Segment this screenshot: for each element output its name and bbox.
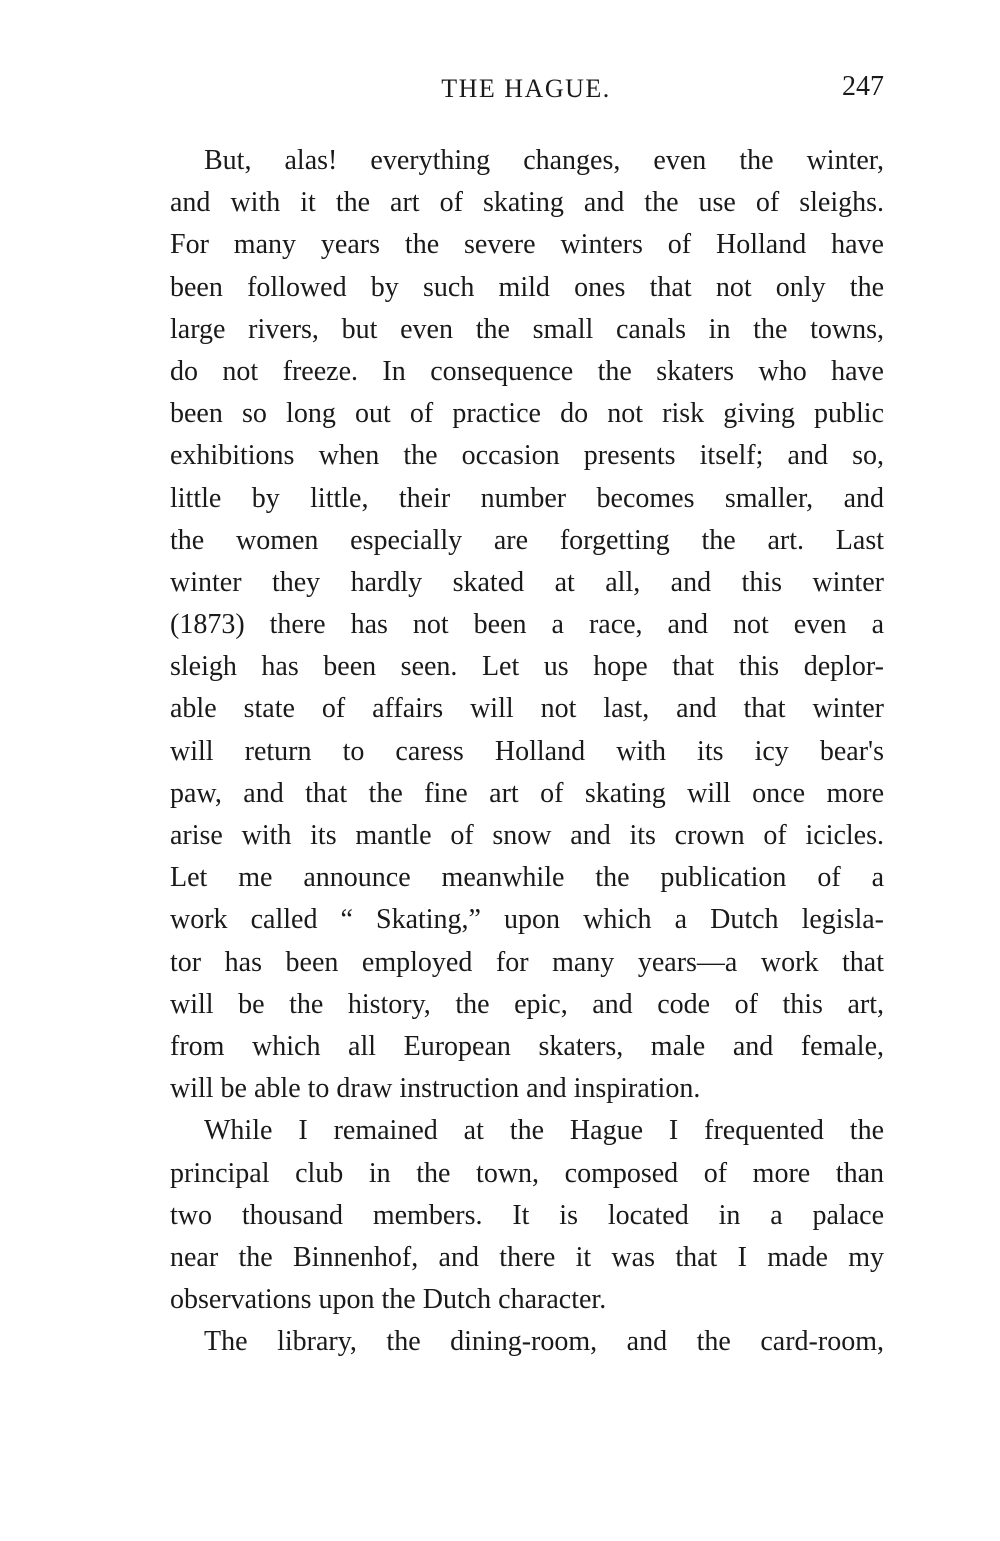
- text-line: paw, and that the fine art of skating will once more: [170, 777, 884, 809]
- text-line: will be the history, the epic, and code of this art,: [170, 988, 884, 1020]
- running-header-title: THE HAGUE.: [441, 74, 611, 103]
- text-line: near the Binnenhof, and there it was that I made my: [170, 1241, 884, 1273]
- text-line: will be able to draw instruction and inspiration.: [170, 1073, 701, 1105]
- text-line: The library, the dining-room, and the card-room,: [204, 1326, 884, 1358]
- text-line: exhibitions when the occasion presents itself; and so,: [170, 440, 884, 472]
- text-line: principal club in the town, composed of more than: [170, 1157, 884, 1189]
- text-line: arise with its mantle of snow and its crown of icicles.: [170, 820, 884, 851]
- page-number: 247: [842, 71, 884, 102]
- text-line: from which all European skaters, male and female,: [170, 1030, 884, 1062]
- text-line: been followed by such mild ones that not only the: [170, 271, 884, 303]
- text-line: large rivers, but even the small canals in the towns,: [170, 313, 884, 345]
- text-line: two thousand members. It is located in a palace: [170, 1199, 884, 1231]
- text-line: (1873) there has not been a race, and not even a: [170, 609, 884, 641]
- text-line: While I remained at the Hague I frequented the: [204, 1115, 884, 1147]
- text-line: work called “ Skating,” upon which a Dutch legisla-: [170, 904, 884, 936]
- text-line: sleigh has been seen. Let us hope that this deplor-: [170, 651, 884, 683]
- text-line: been so long out of practice do not risk giving public: [170, 398, 884, 430]
- text-line: But, alas! everything changes, even the winter,: [204, 145, 884, 176]
- text-line: winter they hardly skated at all, and this winter: [170, 566, 884, 598]
- text-line: observations upon the Dutch character.: [170, 1284, 607, 1316]
- page-body-text: [170, 140, 884, 1363]
- text-line: and with it the art of skating and the use of sleighs.: [170, 187, 884, 219]
- text-line: the women especially are forgetting the art. Last: [170, 524, 884, 556]
- text-line: able state of affairs will not last, and that winter: [170, 693, 884, 725]
- text-line: do not freeze. In consequence the skaters who have: [170, 355, 884, 387]
- text-line: Let me announce meanwhile the publication of a: [170, 862, 884, 894]
- text-line: tor has been employed for many years—a work that: [170, 946, 884, 978]
- text-line: For many years the severe winters of Holland have: [170, 229, 884, 261]
- text-line: will return to caress Holland with its icy bear's: [170, 735, 884, 767]
- text-line: little by little, their number becomes smaller, and: [170, 482, 884, 514]
